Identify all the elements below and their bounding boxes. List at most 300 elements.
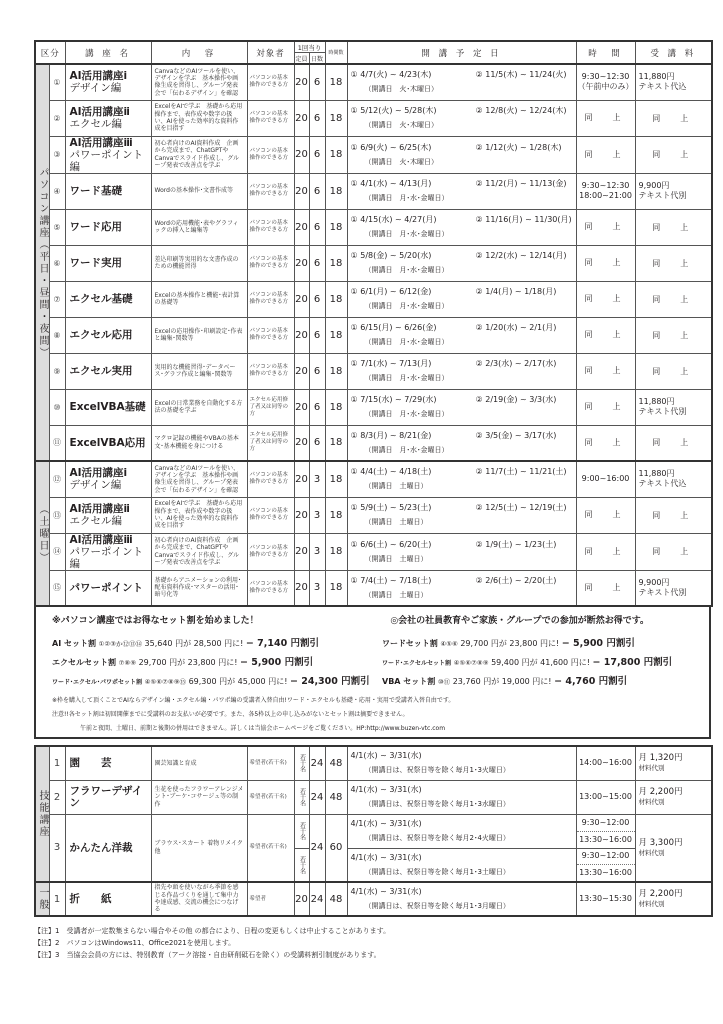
course-target: エクセル応用修了者又は同等の方	[247, 389, 294, 425]
course-row	[35, 209, 712, 245]
course-title: エクセル基礎	[69, 293, 133, 305]
fee-value: 9,900円	[638, 577, 670, 587]
course-days: 24	[309, 746, 325, 780]
course-capacity	[294, 814, 309, 848]
course-time	[576, 209, 635, 245]
course-row	[35, 173, 712, 209]
time-value: 同 上	[584, 510, 627, 519]
course-time	[576, 461, 635, 497]
fee-value: 11,880円	[638, 469, 675, 479]
class-days-note: （開講日 月･水･金曜日）	[364, 302, 449, 310]
course-capacity	[294, 780, 309, 814]
fee-value: 同 上	[652, 330, 695, 340]
time-value: 9:30~12:30	[581, 72, 630, 82]
course-subtitle: エクセル編	[69, 118, 123, 130]
course-time	[576, 100, 635, 136]
fee-value: 月 3,300円	[638, 837, 683, 848]
header-per-session: 1回当り	[294, 41, 325, 53]
course-time	[576, 281, 635, 317]
term-1-dates: ① 7/15(水) ~ 7/29(水)	[350, 395, 437, 404]
course-days: 6	[309, 209, 325, 245]
fee-value: 月 2,200円	[638, 889, 683, 899]
term-2-dates: ② 1/4(月) ~ 1/18(月)	[475, 287, 557, 296]
course-description: Excelの応用操作･印刷設定･作表と編集･関数等	[151, 317, 247, 353]
term-2-dates: ② 2/3(水) ~ 2/17(水)	[475, 359, 557, 368]
course-hours: 18	[325, 317, 347, 353]
category-label: 技能講座	[37, 790, 48, 838]
course-schedule	[347, 814, 576, 848]
course-days: 6	[309, 281, 325, 317]
course-hours: 18	[325, 281, 347, 317]
set-course-numbers: ①②③か⑫⑬⑭	[98, 640, 142, 648]
fee-value: 同 上	[652, 150, 695, 159]
term-1-dates: ① 5/12(火) ~ 5/28(木)	[350, 106, 437, 115]
course-target: パソコンの基本操作のできる方	[247, 209, 294, 245]
course-capacity: 20	[294, 317, 309, 353]
course-name: フラワーデザイン	[65, 780, 151, 814]
course-capacity: 20	[294, 173, 309, 209]
category-cell	[35, 746, 49, 882]
course-capacity: 20	[294, 353, 309, 389]
course-row	[35, 100, 712, 136]
category-cell	[35, 461, 49, 606]
course-number: ⑤	[49, 209, 65, 245]
footnote: 【注】1 受講者が一定数集まらない場合やその他 の都合により、日程の変更もしくは中止することがあります。	[34, 927, 391, 935]
term-2-dates: ② 11/16(月) ~ 11/30(月)	[475, 215, 572, 224]
course-title: パワーポイント	[69, 581, 144, 594]
term-2-dates: ② 2/6(土) ~ 2/20(土)	[475, 575, 557, 585]
course-hours: 18	[325, 64, 347, 100]
course-description: Excelの日常業務を自動化する方法の基礎を学ぶ	[151, 389, 247, 425]
course-hours: 18	[325, 389, 347, 425]
class-days-note: （開講日 土曜日）	[364, 554, 428, 563]
course-name: 折 紙	[65, 882, 151, 916]
set-discount-amount: − 5,900 円割引	[561, 638, 635, 649]
fee-value: 同 上	[652, 258, 695, 268]
course-capacity: 20	[294, 389, 309, 425]
course-number: ⑧	[49, 317, 65, 353]
course-title: ワード基礎	[69, 185, 123, 197]
term-dates: 4/1(水) ~ 3/31(水)	[350, 751, 422, 761]
course-target: パソコンの基本操作のできる方	[247, 570, 294, 606]
course-title: AI活用講座ⅱ	[69, 106, 130, 118]
term-1-dates: ① 7/1(水) ~ 7/13(月)	[350, 359, 432, 368]
time-value: 同 上	[584, 149, 627, 159]
course-title: ワード応用	[69, 221, 123, 233]
course-target: エクセル応用修了者又は同等の方	[247, 425, 294, 461]
course-fee	[635, 882, 712, 916]
course-number: ⑦	[49, 281, 65, 317]
course-description: 差込印刷等実用的な文書作成のための機能習得	[151, 245, 247, 281]
class-days-note: （開講日 月･水･金曜日）	[364, 194, 449, 202]
capacity-value: 20	[295, 893, 308, 905]
class-days-note: （開講日 月･水･金曜日）	[364, 410, 449, 418]
class-days-note: （開講日 土曜日）	[364, 518, 428, 526]
course-time	[576, 353, 635, 389]
fee-value: 同 上	[652, 510, 695, 520]
course-name	[65, 173, 151, 209]
course-time	[576, 848, 635, 882]
set-label: ワード･エクセルセット割	[382, 660, 452, 667]
term-2-dates: ② 11/2(月) ~ 11/13(金)	[475, 179, 567, 188]
course-number: ④	[49, 173, 65, 209]
course-schedule	[347, 848, 576, 882]
course-schedule	[347, 533, 576, 570]
fee-note: テキスト代込	[638, 82, 687, 92]
course-number: 2	[49, 780, 65, 814]
course-target: パソコンの基本操作のできる方	[247, 245, 294, 281]
course-hours: 48	[325, 746, 347, 780]
class-days-note: （開講日は、祝祭日等を除く毎月1･3水曜日）	[364, 800, 510, 808]
course-number: ⑪	[49, 425, 65, 461]
course-number: ⑬	[49, 497, 65, 533]
course-name	[65, 209, 151, 245]
header-capacity: 定員	[294, 53, 309, 65]
course-time	[576, 533, 635, 570]
course-number: 3	[49, 814, 65, 882]
set-discount-item	[52, 635, 382, 649]
set-discount-amount: − 7,140 円割引	[245, 638, 320, 649]
time-value: 9:30~12:00	[577, 818, 635, 832]
course-capacity: 20	[294, 425, 309, 461]
course-time	[576, 814, 635, 848]
course-name	[65, 497, 151, 533]
header-target: 対象者	[247, 41, 294, 64]
course-number: ①	[49, 64, 65, 100]
footnotes	[34, 925, 711, 961]
course-row	[35, 64, 712, 100]
course-row	[35, 136, 712, 173]
course-name	[65, 425, 151, 461]
course-fee	[635, 100, 712, 136]
course-description: 園芸知識と育成	[151, 746, 247, 780]
fee-value: 9,900円	[638, 181, 670, 190]
course-days: 6	[309, 389, 325, 425]
class-days-note: （開講日 月･水･金曜日）	[364, 266, 449, 274]
course-capacity: 20	[294, 209, 309, 245]
course-time	[576, 570, 635, 606]
course-hours: 48	[325, 882, 347, 916]
course-row	[35, 461, 712, 497]
course-subtitle: パワーポイント編	[69, 545, 144, 570]
course-number: ⑥	[49, 245, 65, 281]
course-days: 6	[309, 245, 325, 281]
course-schedule	[347, 136, 576, 173]
set-discount-amount: − 4,760 円割引	[554, 676, 628, 687]
header-schedule: 開 講 予 定 日	[347, 41, 576, 64]
fee-note: テキスト代別	[638, 407, 687, 416]
term-dates: 4/1(水) ~ 3/31(水)	[350, 887, 422, 896]
time-value: 13:30~16:00	[579, 868, 632, 878]
capacity-value: 若干名	[298, 788, 306, 806]
course-subtitle: エクセル編	[69, 515, 123, 527]
pc-saturday-rows	[35, 461, 712, 606]
course-description: ブラウス･スカート 着物リメイク他	[151, 814, 247, 882]
course-hours: 18	[325, 353, 347, 389]
course-target: 希望者(若干名)	[247, 780, 294, 814]
course-row	[35, 245, 712, 281]
set-discount-amount: − 17,800 円割引	[592, 657, 673, 668]
course-hours: 48	[325, 780, 347, 814]
course-number: 1	[49, 746, 65, 780]
category-label: パソコン講座（平日・昼間・夜間）	[37, 166, 48, 359]
course-target: パソコンの基本操作のできる方	[247, 100, 294, 136]
course-days: 6	[309, 317, 325, 353]
set-price-text: 35,640 円が 28,500 円に!	[144, 639, 244, 648]
course-description: CanvaなどのAIツールを使い、デザインを学ぶ 基本操作や画像生成を習得し、グループ発表会で「伝わるデザイン」を確認	[151, 461, 247, 497]
course-name: 園 芸	[65, 746, 151, 780]
course-days: 6	[309, 353, 325, 389]
course-days: 6	[309, 100, 325, 136]
course-capacity: 20	[294, 497, 309, 533]
course-name	[65, 281, 151, 317]
course-target: パソコンの基本操作のできる方	[247, 317, 294, 353]
course-schedule	[347, 64, 576, 100]
course-days: 24	[309, 814, 325, 882]
course-hours: 18	[325, 173, 347, 209]
term-2-dates: ② 1/20(水) ~ 2/1(月)	[475, 323, 557, 332]
course-description: Excelの基本操作と機能･表計算の基礎等	[151, 281, 247, 317]
term-1-dates: ① 5/9(土) ~ 5/23(土)	[350, 503, 432, 512]
course-hours: 18	[325, 570, 347, 606]
pc-weekday-rows	[35, 64, 712, 461]
promo-note-1: ※枠を購入して頂くことでAIならデザイン編・エクセル編・パワポ編の受講者入替自由!ワード・エクセルも基礎・応用・実用で受講者入替自由です。	[52, 697, 455, 704]
course-target: パソコンの基本操作のできる方	[247, 281, 294, 317]
time-value: 同 上	[584, 294, 627, 303]
course-title: AI活用講座ⅱ	[69, 503, 130, 515]
fee-value: 同 上	[652, 438, 695, 448]
set-discount-item	[382, 635, 672, 649]
course-description: 初心者向けのAI資料作成 企画から完成まで、ChatGPTやCanvaでスライド作成し、グループ発表で改善点を学ぶ	[151, 533, 247, 570]
course-description: Wordの応用機能･表やグラフィックの挿入と編集等	[151, 209, 247, 245]
course-days: 24	[309, 780, 325, 814]
fee-value: 同 上	[652, 294, 695, 304]
course-capacity	[294, 746, 309, 780]
term-2-dates: ② 12/8(火) ~ 12/24(木)	[475, 106, 567, 115]
header-course-name: 講 座 名	[65, 41, 151, 64]
time-value: 同 上	[584, 366, 627, 375]
course-schedule	[347, 209, 576, 245]
course-fee	[635, 245, 712, 281]
course-number: ⑭	[49, 533, 65, 570]
course-description: 初心者向けのAI資料作成 企画から完成まで、ChatGPTやCanvaでスライド作成し、グループ発表で改善点を学ぶ	[151, 136, 247, 173]
set-discount-item	[382, 654, 672, 668]
course-target: パソコンの基本操作のできる方	[247, 173, 294, 209]
set-label: エクセルセット割	[52, 658, 116, 667]
course-name	[65, 317, 151, 353]
set-discount-item	[382, 673, 672, 687]
class-days-note: （開講日は、祝祭日等を除く毎月2･4火曜日）	[364, 834, 510, 842]
fee-value: 月 2,200円	[638, 787, 683, 797]
course-row	[35, 425, 712, 461]
term-1-dates: ① 6/9(火) ~ 6/25(木)	[350, 142, 432, 152]
course-schedule	[347, 497, 576, 533]
time-value: 同 上	[584, 546, 627, 556]
term-1-dates: ① 6/1(月) ~ 6/12(金)	[350, 287, 432, 296]
term-dates: 4/1(水) ~ 3/31(水)	[350, 852, 422, 862]
course-time	[576, 497, 635, 533]
class-days-note: （開講日 土曜日）	[364, 590, 428, 599]
promo-headline-right: ◎会社の社員教育やご家族・グループでの参加が断然お得です。	[390, 616, 649, 626]
capacity-value: 若干名	[298, 822, 306, 840]
course-row	[35, 570, 712, 606]
class-days-note: （開講日 火･木曜日）	[364, 157, 439, 166]
term-1-dates: ① 6/15(月) ~ 6/26(金)	[350, 323, 437, 332]
course-title: AI活用講座ⅲ	[69, 136, 133, 149]
course-schedule	[347, 425, 576, 461]
course-hours: 18	[325, 533, 347, 570]
course-fee	[635, 173, 712, 209]
course-capacity: 20	[294, 461, 309, 497]
course-target: パソコンの基本操作のできる方	[247, 461, 294, 497]
course-description: 基礎からアニメーションの利用･配布資料作成･マスターの活用･暗号化等	[151, 570, 247, 606]
class-days-note: （開講日 火･木曜日）	[364, 85, 439, 94]
term-1-dates: ① 5/8(金) ~ 5/20(水)	[350, 251, 432, 260]
course-fee	[635, 814, 712, 882]
course-capacity	[294, 882, 309, 916]
fee-value: 11,880円	[638, 397, 675, 406]
course-fee	[635, 64, 712, 100]
set-price-text: 59,400 円が 41,600 円に!	[491, 658, 590, 667]
course-fee	[635, 389, 712, 425]
course-days: 6	[309, 64, 325, 100]
course-fee	[635, 136, 712, 173]
course-row	[35, 317, 712, 353]
course-title: ExcelVBA応用	[69, 436, 146, 449]
category-cell	[35, 882, 49, 916]
capacity-value: 若干名	[298, 855, 306, 874]
course-title: AI活用講座ⅰ	[69, 70, 128, 83]
course-row	[35, 389, 712, 425]
capacity-value: 若干名	[298, 754, 306, 773]
course-row	[35, 353, 712, 389]
course-number: ⑨	[49, 353, 65, 389]
course-hours: 18	[325, 136, 347, 173]
promo-note-2: 注意!!各セット割は初回開催までに受講料のお支払いが必要です。また、各5枠以上の申し込みがないとセット割は摘要できません。	[52, 711, 409, 718]
term-1-dates: ① 4/7(火) ~ 4/23(木)	[350, 70, 432, 80]
course-time	[576, 173, 635, 209]
course-description: 実用的な機能習得･データベース･グラフ作成と編集･関数等	[151, 353, 247, 389]
time-value: 同 上	[584, 258, 627, 267]
course-name	[65, 389, 151, 425]
fee-note: 材料代別	[638, 764, 665, 773]
set-course-numbers: ④⑤⑥⑦⑧⑨⑮	[144, 678, 187, 686]
term-2-dates: ② 11/7(土) ~ 11/21(土)	[475, 467, 567, 477]
course-title: AI活用講座ⅲ	[69, 533, 133, 546]
course-time	[576, 64, 635, 100]
time-value: 13:30~16:00	[579, 834, 632, 844]
course-schedule	[347, 882, 576, 916]
fee-note: テキスト代別	[638, 587, 687, 597]
fee-value: 11,880円	[638, 72, 675, 82]
course-number: ②	[49, 100, 65, 136]
course-target: パソコンの基本操作のできる方	[247, 64, 294, 100]
course-hours: 18	[325, 209, 347, 245]
course-target: パソコンの基本操作のできる方	[247, 136, 294, 173]
course-fee	[635, 570, 712, 606]
term-2-dates: ② 3/5(金) ~ 3/17(水)	[475, 430, 557, 440]
course-number: 1	[49, 882, 65, 916]
course-schedule	[347, 570, 576, 606]
fee-value: 同 上	[652, 547, 695, 556]
set-course-numbers: ⑩⑪	[437, 678, 451, 686]
footnote: 【注】3 当協会会員の方には、特別教育（アーク溶接・自由研削砥石を除く）の受講料割引制度があります。	[34, 951, 381, 959]
term-1-dates: ① 4/15(水) ~ 4/27(月)	[350, 215, 437, 224]
course-schedule	[347, 389, 576, 425]
course-description: CanvaなどのAIツールを使い、デザインを学ぶ 基本操作や画像生成を習得し、グループ発表会で「伝わるデザイン」を確認	[151, 64, 247, 100]
course-fee	[635, 281, 712, 317]
course-days: 6	[309, 173, 325, 209]
term-2-dates: ② 1/12(火) ~ 1/28(木)	[475, 142, 562, 152]
course-target: 希望者(若干名)	[247, 746, 294, 780]
course-name	[65, 64, 151, 100]
class-days-note: （開講日 月･水･金曜日）	[364, 374, 449, 382]
course-row	[35, 882, 712, 916]
course-title: ワード実用	[69, 257, 123, 269]
course-target: パソコンの基本操作のできる方	[247, 533, 294, 570]
course-description: ExcelをAIで学ぶ 基礎から応用操作まで、表作成や数字の扱い、AIを使った効率的な資料作成を目指す	[151, 497, 247, 533]
course-schedule	[347, 173, 576, 209]
term-2-dates: ② 2/19(金) ~ 3/3(水)	[475, 395, 557, 404]
fee-note: 材料代別	[638, 848, 665, 857]
term-dates: 4/1(水) ~ 3/31(水)	[350, 785, 422, 794]
term-dates: 4/1(水) ~ 3/31(水)	[350, 819, 422, 828]
class-days-note: （開講日 月･水･金曜日）	[364, 338, 449, 346]
course-description: マクロ記録の機能やVBAの基本文･基本機能を身につける	[151, 425, 247, 461]
set-discount-panel	[34, 607, 711, 739]
course-row	[35, 814, 712, 848]
course-description: 指先や頭を使いながら季節を感じる作品づくりを通して集中力や達成感、交流の機会につなげる	[151, 882, 247, 916]
set-price-text: 29,700 円が 23,800 円に!	[460, 639, 560, 648]
set-label: ワードセット割	[382, 639, 438, 648]
course-fee	[635, 497, 712, 533]
course-capacity: 20	[294, 570, 309, 606]
course-schedule	[347, 281, 576, 317]
header-hours: 時間数	[325, 41, 347, 64]
course-fee	[635, 209, 712, 245]
footnote: 【注】2 パソコンはWindows11、Office2021を使用します。	[34, 939, 236, 947]
course-name	[65, 533, 151, 570]
class-days-note: （開講日 月･水･金曜日）	[364, 230, 449, 238]
set-label: VBA セット割	[382, 677, 436, 686]
course-capacity: 20	[294, 533, 309, 570]
course-description: ExcelをAIで学ぶ 基礎から応用操作まで、表作成や数字の扱い、AIを使った効率的な資料作成を目指す	[151, 100, 247, 136]
fee-note: 材料代別	[638, 900, 665, 908]
course-schedule	[347, 461, 576, 497]
course-schedule-sheet	[34, 40, 711, 961]
course-capacity: 20	[294, 64, 309, 100]
set-course-numbers: ④⑤⑥⑦⑧⑨	[453, 659, 489, 667]
set-discount-amount: − 24,300 円割引	[289, 676, 370, 687]
skill-course-table	[34, 745, 713, 917]
fee-note: 材料代別	[638, 798, 665, 806]
course-fee	[635, 425, 712, 461]
course-days: 3	[309, 497, 325, 533]
course-name: かんたん洋裁	[65, 814, 151, 882]
course-name	[65, 136, 151, 173]
header-category: 区分	[35, 41, 65, 64]
set-course-numbers: ④⑤⑥	[440, 640, 458, 648]
class-days-note: （開講日 火･木曜日）	[364, 121, 439, 129]
course-row	[35, 497, 712, 533]
header-row	[35, 41, 712, 53]
category-cell	[35, 64, 49, 461]
header-fee: 受 講 料	[635, 41, 712, 64]
header-content: 内 容	[151, 41, 247, 64]
course-days: 6	[309, 425, 325, 461]
set-discount-item	[52, 654, 382, 668]
course-days: 3	[309, 461, 325, 497]
